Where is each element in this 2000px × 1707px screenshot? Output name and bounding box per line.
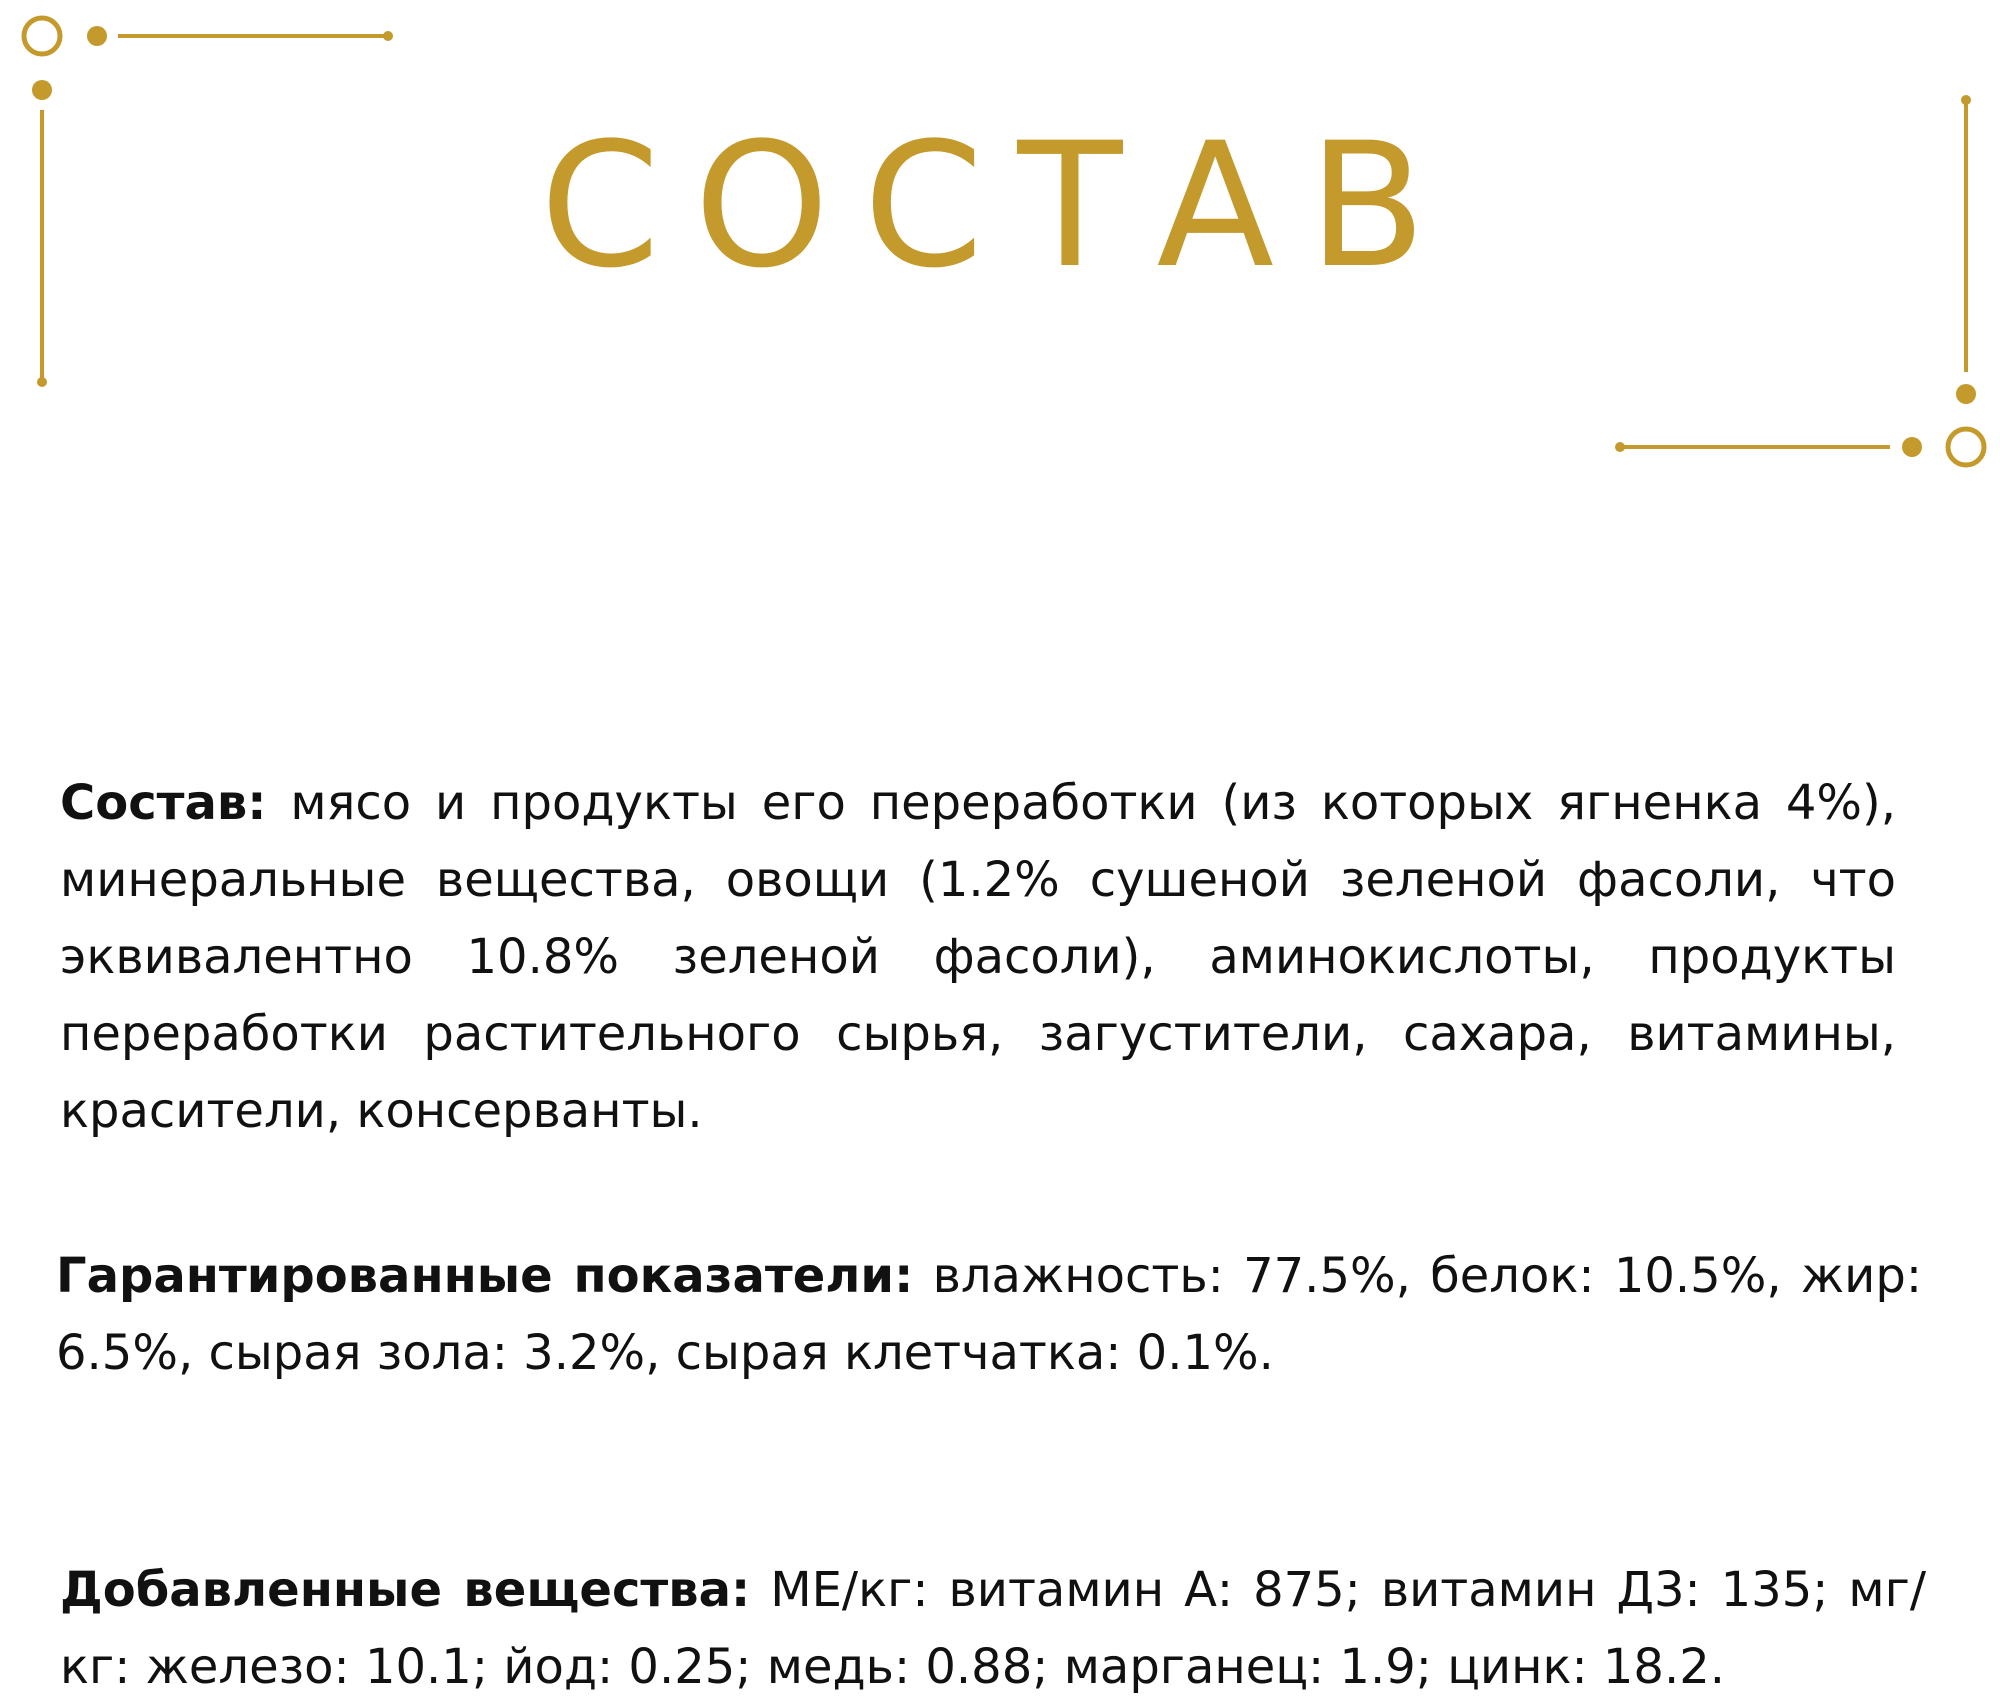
composition-text: мясо и продукты его переработки (из которых ягненка 4%), минеральные вещества, овощи (1.2% сушеной зеленой фасоли, что эквивалентно 10.8% зеленой фасоли), аминокислоты, продукты переработки растительного сырья, загустители, сахара, витамины, красители, консерванты. — [60, 775, 1896, 1139]
additives-text: МЕ/кг: витамин А: 875; витамин Д3: 135; мг/кг: железо: 10.1; йод: 0.25; медь: 0.88; марганец: 1.9; цинк: 18.2. — [60, 1562, 1926, 1695]
ornament-ring-icon — [1948, 429, 1984, 465]
ornament-dot-icon — [1902, 437, 1922, 457]
ornament-ring-icon — [24, 18, 60, 54]
guaranteed-analysis-text: влажность: 77.5%, белок: 10.5%, жир: 6.5%, сырая зола: 3.2%, сырая клетчатка: 0.1%. — [56, 1248, 1922, 1381]
page-title: СОСТАВ — [539, 105, 1461, 306]
guaranteed-analysis-label: Гарантированные показатели: — [56, 1248, 914, 1304]
ornament-end-dot-icon — [37, 377, 47, 387]
composition-label: Состав: — [60, 775, 267, 831]
ornament-dot-icon — [32, 80, 52, 100]
composition-paragraph — [60, 765, 1896, 1150]
guaranteed-analysis-paragraph — [56, 1238, 1922, 1392]
ornament-dot-icon — [1956, 384, 1976, 404]
ornament-dot-icon — [87, 26, 107, 46]
additives-label: Добавленные вещества: — [60, 1562, 751, 1618]
ornament-end-dot-icon — [383, 31, 393, 41]
additives-paragraph — [60, 1552, 1926, 1706]
